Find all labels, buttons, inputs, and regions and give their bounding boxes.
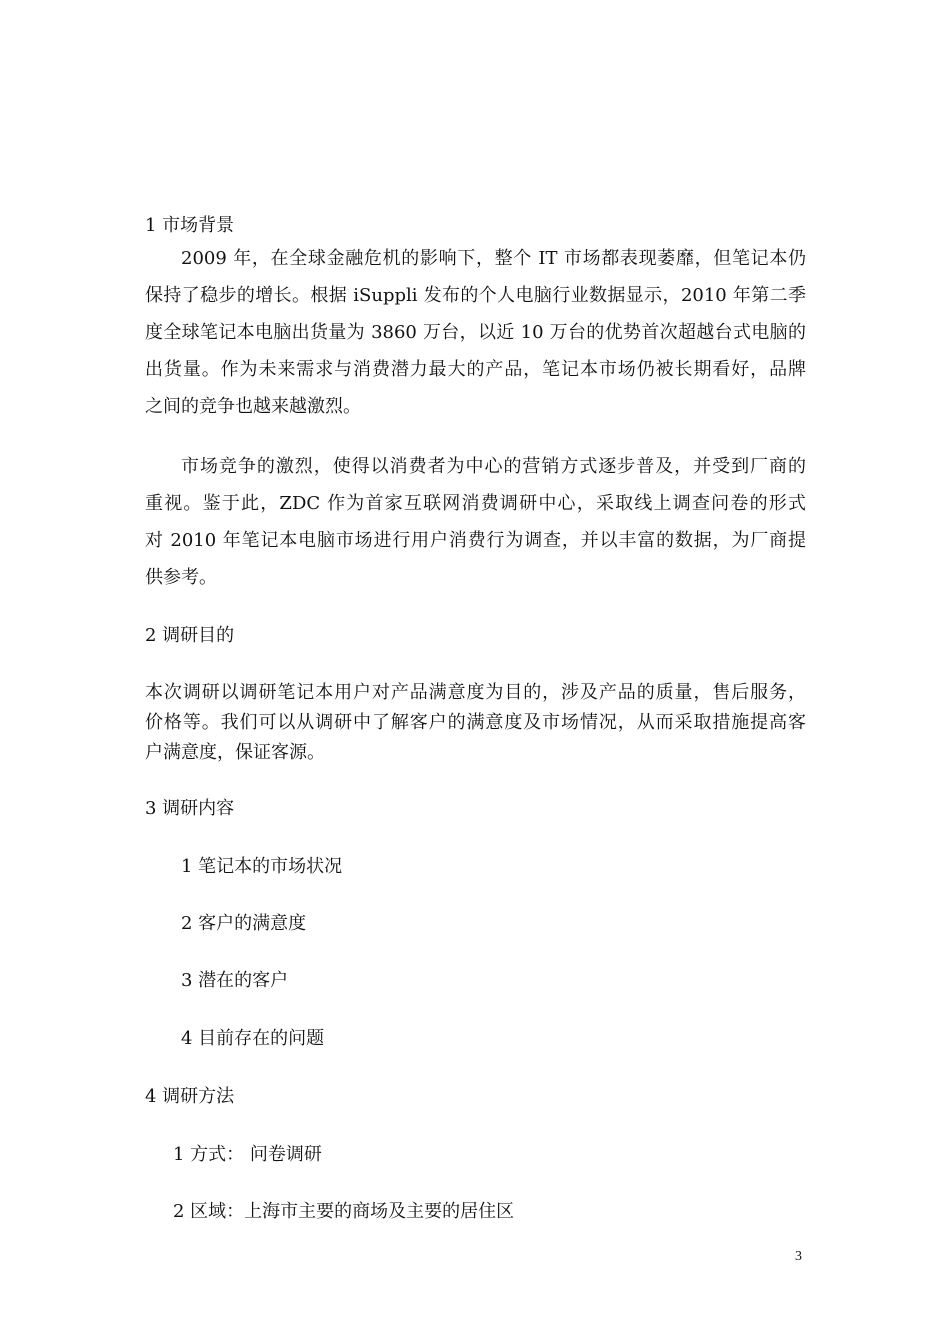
list-item: 1 方式： 问卷调研	[173, 1144, 322, 1165]
list-item: 4 目前存在的问题	[181, 1028, 325, 1049]
list-item: 3 潜在的客户	[181, 970, 289, 991]
text-line: 价格等。我们可以从调研中了解客户的满意度及市场情况，从而采取措施提高客	[145, 712, 806, 733]
list-item: 2 区域：上海市主要的商场及主要的居住区	[173, 1201, 515, 1222]
section-2-heading: 2 调研目的	[145, 625, 235, 646]
text-line: 之间的竞争也越来越激烈。	[145, 396, 361, 417]
page-number: 3	[795, 1249, 802, 1264]
text-line: 市场竞争的激烈，使得以消费者为中心的营销方式逐步普及，并受到厂商的	[181, 456, 806, 477]
section-3-heading: 3 调研内容	[145, 798, 235, 819]
text-line: 供参考。	[145, 567, 217, 588]
list-item: 2 客户的满意度	[181, 913, 307, 934]
text-line: 本次调研以调研笔记本用户对产品满意度为目的，涉及产品的质量，售后服务，	[145, 682, 806, 703]
text-line: 重视。鉴于此，ZDC 作为首家互联网消费调研中心，采取线上调查问卷的形式	[145, 493, 806, 514]
section-1-heading: 1 市场背景	[145, 215, 235, 236]
section-4-heading: 4 调研方法	[145, 1086, 235, 1107]
list-item: 1 笔记本的市场状况	[181, 856, 343, 877]
text-line: 2009 年，在全球金融危机的影响下，整个 IT 市场都表现萎靡，但笔记本仍	[181, 248, 806, 269]
text-line: 保持了稳步的增长。根据 iSuppli 发布的个人电脑行业数据显示，2010 年第二季	[145, 285, 806, 306]
text-line: 度全球笔记本电脑出货量为 3860 万台，以近 10 万台的优势首次超越台式电脑的	[145, 322, 806, 343]
text-line: 对 2010 年笔记本电脑市场进行用户消费行为调查，并以丰富的数据，为厂商提	[145, 530, 806, 551]
text-line: 出货量。作为未来需求与消费潜力最大的产品，笔记本市场仍被长期看好，品牌	[145, 359, 806, 380]
text-line: 户满意度，保证客源。	[145, 742, 325, 763]
